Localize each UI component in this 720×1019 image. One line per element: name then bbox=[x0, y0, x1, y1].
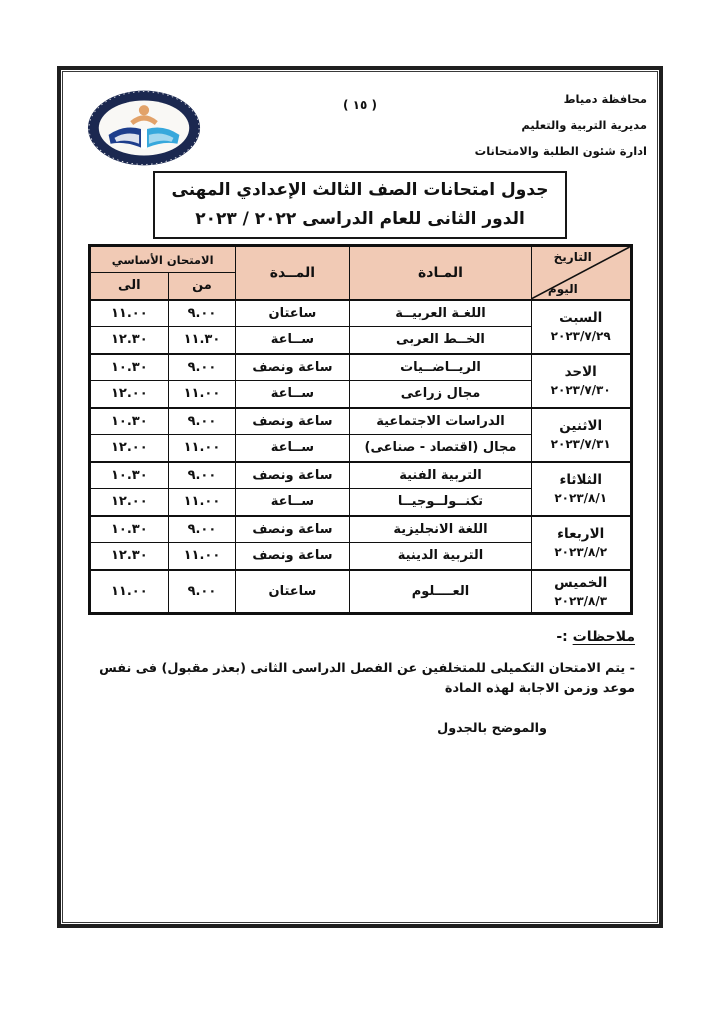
schedule-header bbox=[89, 246, 631, 300]
day-date-cell bbox=[531, 462, 631, 516]
day-name: السبت bbox=[559, 310, 603, 326]
day-name: الاثنين bbox=[559, 418, 603, 434]
subject-cell: الدراسات الاجتماعية bbox=[350, 408, 532, 435]
time-from-cell: ٩.٠٠ bbox=[169, 570, 236, 614]
duration-cell: ساعة ونصف bbox=[235, 408, 349, 435]
day-group bbox=[89, 300, 631, 354]
day-name: الاحد bbox=[564, 364, 597, 380]
subject-cell: اللغـة العربيــة bbox=[350, 300, 532, 327]
header-basic-exam: الامتحان الأساسي bbox=[89, 246, 235, 273]
subject-cell: العــــلوم bbox=[350, 570, 532, 614]
note-line-2: والموضح بالجدول bbox=[437, 721, 547, 736]
schedule-title-box bbox=[153, 171, 567, 239]
day-date: ٢٠٢٣/٧/٣١ bbox=[550, 437, 611, 451]
duration-cell: ســاعة bbox=[235, 435, 349, 462]
duration-cell: ساعة ونصف bbox=[235, 462, 349, 489]
org-line-directorate: مديرية التربية والتعليم bbox=[521, 118, 647, 132]
duration-cell: ساعة ونصف bbox=[235, 516, 349, 543]
day-date: ٢٠٢٣/٨/٢ bbox=[554, 545, 608, 559]
duration-cell: ساعة ونصف bbox=[235, 543, 349, 570]
time-from-cell: ١١.٠٠ bbox=[169, 489, 236, 516]
time-to-cell: ١٠.٣٠ bbox=[89, 462, 169, 489]
exam-row bbox=[89, 408, 631, 435]
subject-cell: اللغة الانجليزية bbox=[350, 516, 532, 543]
time-from-cell: ٩.٠٠ bbox=[169, 354, 236, 381]
time-from-cell: ٩.٠٠ bbox=[169, 408, 236, 435]
exam-row bbox=[89, 570, 631, 614]
header-subject: المـادة bbox=[350, 246, 532, 300]
day-date: ٢٠٢٣/٨/٣ bbox=[554, 593, 608, 608]
time-from-cell: ٩.٠٠ bbox=[169, 516, 236, 543]
day-date: ٢٠٢٣/٨/١ bbox=[554, 491, 608, 505]
duration-cell: ساعتان bbox=[235, 300, 349, 327]
time-from-cell: ٩.٠٠ bbox=[169, 462, 236, 489]
day-date-cell bbox=[531, 516, 631, 570]
time-from-cell: ١١.٠٠ bbox=[169, 381, 236, 408]
day-group bbox=[89, 570, 631, 614]
day-date-cell bbox=[531, 354, 631, 408]
corner-date-day-cell bbox=[531, 246, 631, 300]
subject-cell: تكنــولــوجيــا bbox=[350, 489, 532, 516]
exam-row bbox=[89, 354, 631, 381]
page-number: ( ١٥ ) bbox=[343, 98, 377, 112]
time-to-cell: ١١.٠٠ bbox=[89, 300, 169, 327]
day-group bbox=[89, 354, 631, 408]
exam-row bbox=[89, 462, 631, 489]
time-to-cell: ١٢.٠٠ bbox=[89, 381, 169, 408]
time-to-cell: ١٢.٣٠ bbox=[89, 327, 169, 354]
notes-heading-text: ملاحظات bbox=[572, 629, 635, 645]
duration-cell: ســاعة bbox=[235, 327, 349, 354]
header-from: من bbox=[169, 273, 236, 300]
title-line-1: جدول امتحانات الصف الثالث الإعدادي المهنى bbox=[171, 180, 549, 200]
corner-label-day: اليوم bbox=[547, 281, 578, 296]
subject-cell: التربية الدينية bbox=[350, 543, 532, 570]
time-to-cell: ١٢.٠٠ bbox=[89, 435, 169, 462]
corner-label-date: التاريخ bbox=[553, 250, 592, 264]
notes-heading bbox=[85, 629, 635, 645]
day-group bbox=[89, 408, 631, 462]
day-date-cell bbox=[531, 408, 631, 462]
header-to: الى bbox=[89, 273, 169, 300]
day-date: ٢٠٢٣/٧/٢٩ bbox=[550, 329, 611, 343]
subject-cell: الخــط العربى bbox=[350, 327, 532, 354]
header-duration: المــدة bbox=[235, 246, 349, 300]
note-line-1: - يتم الامتحان التكميلى للمتخلفين عن الفصل الدراسى الثانى (بعذر مقبول) فى نفس موعد وزمن الاجابة لهذه المادة bbox=[99, 661, 635, 696]
subject-cell: الريــاضــيات bbox=[350, 354, 532, 381]
time-to-cell: ١٠.٣٠ bbox=[89, 354, 169, 381]
duration-cell: ساعة ونصف bbox=[235, 354, 349, 381]
notes-section bbox=[71, 615, 649, 736]
page-inner-frame bbox=[62, 71, 658, 923]
exam-row bbox=[89, 516, 631, 543]
org-line-governorate: محافظة دمياط bbox=[563, 92, 647, 106]
day-date: ٢٠٢٣/٧/٣٠ bbox=[550, 383, 611, 397]
day-group bbox=[89, 462, 631, 516]
duration-cell: ســاعة bbox=[235, 489, 349, 516]
duration-cell: ســاعة bbox=[235, 381, 349, 408]
day-date-cell bbox=[531, 300, 631, 354]
ministry-of-education-emblem-icon bbox=[85, 88, 203, 168]
time-to-cell: ١٠.٣٠ bbox=[89, 408, 169, 435]
day-group bbox=[89, 516, 631, 570]
duration-cell: ساعتان bbox=[235, 570, 349, 614]
time-to-cell: ١٢.٣٠ bbox=[89, 543, 169, 570]
title-line-2: الدور الثانى للعام الدراسى ٢٠٢٢ / ٢٠٢٣ bbox=[195, 209, 525, 229]
subject-cell: مجال زراعى bbox=[350, 381, 532, 408]
notes-heading-suffix: :- bbox=[556, 629, 573, 645]
time-from-cell: ٩.٠٠ bbox=[169, 300, 236, 327]
time-from-cell: ١١.٠٠ bbox=[169, 435, 236, 462]
day-name: الاربعاء bbox=[557, 526, 605, 542]
day-date-cell bbox=[531, 570, 631, 614]
time-to-cell: ١٠.٣٠ bbox=[89, 516, 169, 543]
org-line-administration: ادارة شئون الطلبة والامتحانات bbox=[474, 144, 647, 158]
time-from-cell: ١١.٠٠ bbox=[169, 543, 236, 570]
day-name: الثلاثاء bbox=[559, 472, 602, 488]
subject-cell: مجال (اقتصاد - صناعى) bbox=[350, 435, 532, 462]
exam-schedule-table bbox=[88, 244, 633, 615]
time-to-cell: ١١.٠٠ bbox=[89, 570, 169, 614]
exam-row bbox=[89, 300, 631, 327]
subject-cell: التربية الفنية bbox=[350, 462, 532, 489]
time-to-cell: ١٢.٠٠ bbox=[89, 489, 169, 516]
page-frame bbox=[57, 66, 663, 928]
day-name: الخميس bbox=[554, 574, 608, 591]
time-from-cell: ١١.٣٠ bbox=[169, 327, 236, 354]
